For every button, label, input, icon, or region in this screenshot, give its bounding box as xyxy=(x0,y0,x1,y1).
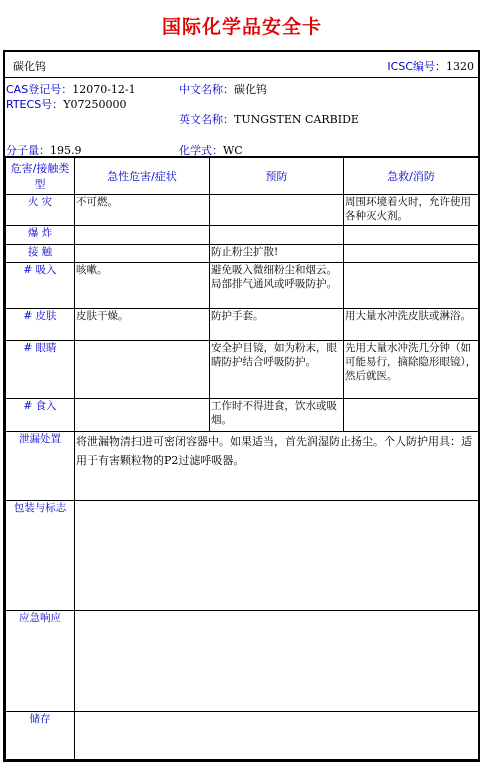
name-row xyxy=(5,52,478,78)
row-type: 接 触 xyxy=(6,245,75,263)
identifiers-block xyxy=(5,78,478,157)
row-aid xyxy=(344,245,479,263)
col-prevention: 预防 xyxy=(210,158,344,195)
col-hazard-type: 危害/接触类型 xyxy=(6,158,75,195)
section-text xyxy=(75,611,479,712)
row-acute xyxy=(75,226,210,245)
table-row xyxy=(6,399,479,432)
row-aid xyxy=(344,263,479,309)
row-aid: 用大量水冲洗皮肤或淋浴。 xyxy=(344,309,479,341)
row-type: # 眼睛 xyxy=(6,341,75,399)
row-prevention: 安全护目镜，如为粉末，眼睛防护结合呼吸防护。 xyxy=(210,341,344,399)
row-type: 爆 炸 xyxy=(6,226,75,245)
rtecs-label: RTECS号： xyxy=(6,98,64,111)
row-aid xyxy=(344,399,479,432)
cn-name-line xyxy=(179,81,267,97)
row-prevention: 防护手套。 xyxy=(210,309,344,341)
section-packaging xyxy=(6,501,479,611)
section-label: 泄漏处置 xyxy=(6,432,75,501)
table-row xyxy=(6,195,479,226)
row-prevention xyxy=(210,226,344,245)
row-acute: 不可燃。 xyxy=(75,195,210,226)
cas-line xyxy=(6,81,136,97)
col-acute: 急性危害/症状 xyxy=(75,158,210,195)
en-name-label: 英文名称： xyxy=(179,113,234,126)
formula-label: 化学式： xyxy=(179,144,223,157)
section-label: 储存 xyxy=(6,712,75,760)
row-type: # 食入 xyxy=(6,399,75,432)
table-row xyxy=(6,226,479,245)
col-first-aid: 急救/消防 xyxy=(344,158,479,195)
row-type: 火 灾 xyxy=(6,195,75,226)
rtecs-value: Y07250000 xyxy=(63,98,127,111)
row-prevention: 工作时不得进食，饮水或吸烟。 xyxy=(210,399,344,432)
safety-card xyxy=(3,50,480,762)
row-acute: 皮肤干燥。 xyxy=(75,309,210,341)
row-aid: 先用大量水冲洗几分钟（如可能易行，摘除隐形眼镜），然后就医。 xyxy=(344,341,479,399)
substance-name: 碳化钨 xyxy=(13,60,46,73)
row-acute xyxy=(75,245,210,263)
row-prevention xyxy=(210,195,344,226)
cas-value: 12070-12-1 xyxy=(72,83,136,96)
icsc-number xyxy=(387,58,474,74)
table-row xyxy=(6,341,479,399)
formula-value: WC xyxy=(223,144,243,157)
section-text xyxy=(75,501,479,611)
row-type: # 吸入 xyxy=(6,263,75,309)
section-spill xyxy=(6,432,479,501)
mw-label: 分子量： xyxy=(6,144,50,157)
cn-name-label: 中文名称： xyxy=(179,83,234,96)
row-prevention: 防止粉尘扩散! xyxy=(210,245,344,263)
row-type: # 皮肤 xyxy=(6,309,75,341)
section-label: 应急响应 xyxy=(6,611,75,712)
row-aid: 周围环境着火时，允许使用各种灭火剂。 xyxy=(344,195,479,226)
cas-label: CAS登记号： xyxy=(6,83,73,96)
row-acute xyxy=(75,399,210,432)
section-emergency xyxy=(6,611,479,712)
row-acute: 咳嗽。 xyxy=(75,263,210,309)
row-prevention: 避免吸入微细粉尘和烟云。局部排气通风或呼吸防护。 xyxy=(210,263,344,309)
row-aid xyxy=(344,226,479,245)
section-storage xyxy=(6,712,479,760)
icsc-value: 1320 xyxy=(446,60,474,73)
en-name-line xyxy=(179,111,359,127)
card-title: 国际化学品安全卡 xyxy=(161,16,322,38)
table-row xyxy=(6,309,479,341)
en-name-value: TUNGSTEN CARBIDE xyxy=(234,113,359,126)
table-header-row xyxy=(6,158,479,195)
table-row xyxy=(6,245,479,263)
icsc-label: ICSC编号： xyxy=(387,60,446,73)
formula-line xyxy=(179,142,243,158)
row-acute xyxy=(75,341,210,399)
hazard-table xyxy=(5,157,479,760)
rtecs-line xyxy=(6,96,126,112)
section-label: 包装与标志 xyxy=(6,501,75,611)
section-text: 将泄漏物清扫进可密闭容器中。如果适当，首先润湿防止扬尘。个人防护用具：适用于有害颗粒物的P2过滤呼吸器。 xyxy=(75,432,479,501)
mw-line xyxy=(6,142,82,158)
section-text xyxy=(75,712,479,760)
mw-value: 195.9 xyxy=(50,144,82,157)
table-row xyxy=(6,263,479,309)
cn-name-value: 碳化钨 xyxy=(234,83,267,96)
